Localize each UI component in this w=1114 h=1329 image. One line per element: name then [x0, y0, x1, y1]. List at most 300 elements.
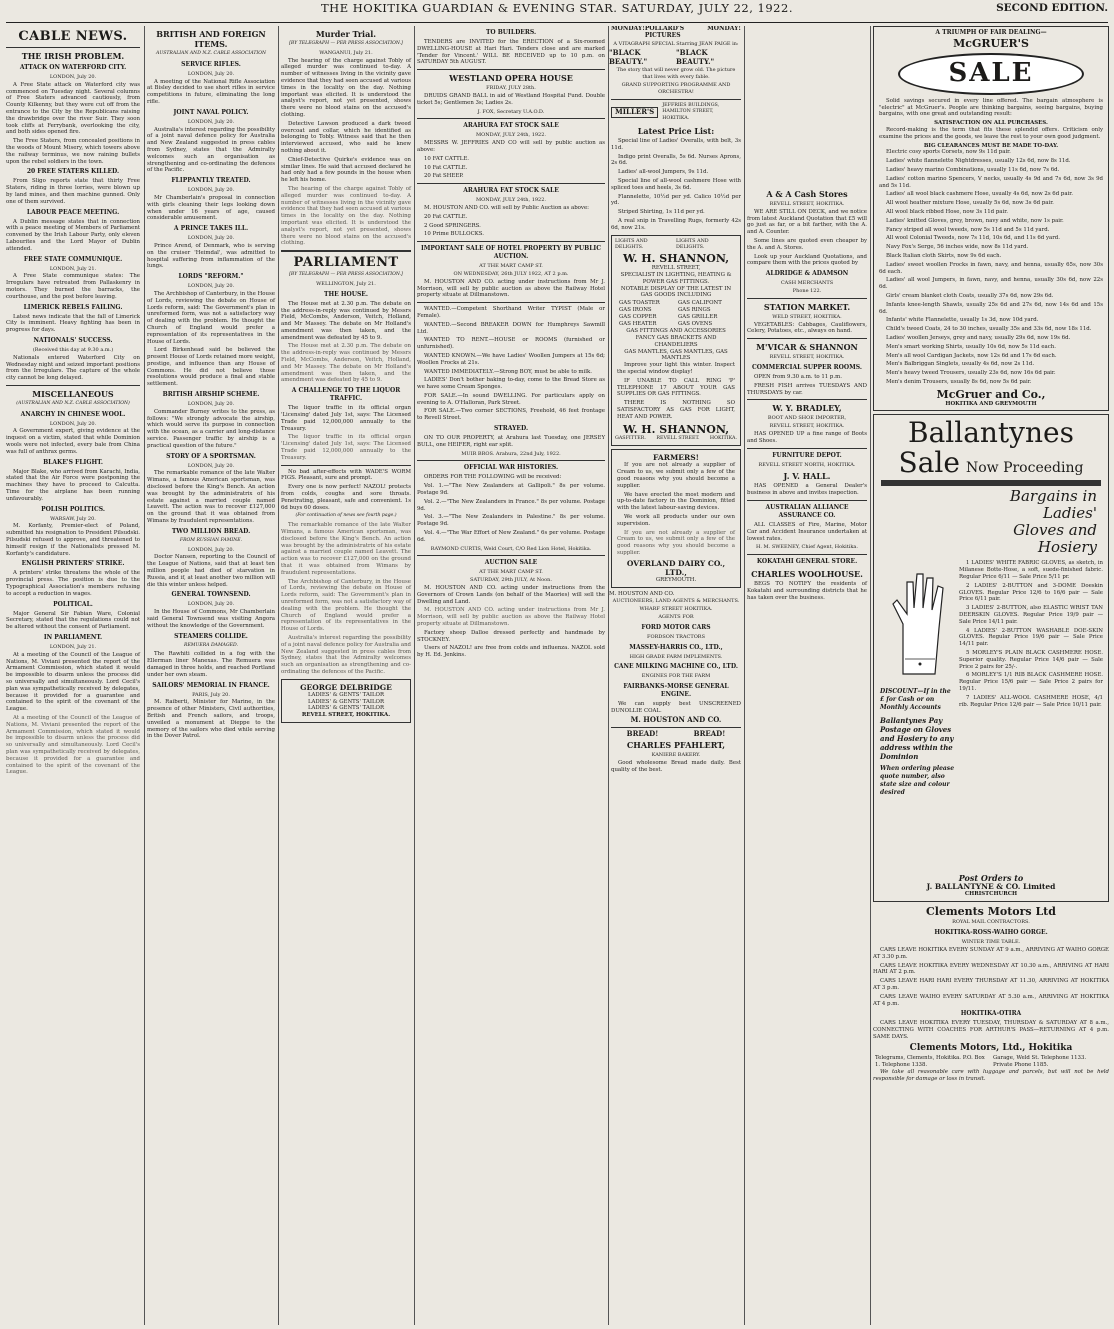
ballantyne-company: J. BALLANTYNE & CO. Limited: [926, 881, 1056, 891]
article-text: Prince Arend, of Denmark, who is serving on the cruiser 'Heimdal', was admitted to hospital suffering from inflammation of the lungs.: [147, 242, 275, 270]
article-heading: A PRINCE TAKES ILL.: [173, 225, 249, 233]
gas-item: GAS GRILLER: [678, 313, 718, 320]
hose-item: 7 LADIES' ALL-WOOL CASHMERE HOSE, 4/1 rib. Regular Price 12/6 pair — Sale Price 10/11 pair.: [959, 694, 1103, 708]
furniture-heading: FURNITURE DEPOT.: [772, 451, 842, 459]
masthead-title: THE HOKITIKA GUARDIAN & EVENING STAR. SATURDAY, JULY 22, 1922.: [321, 1, 793, 15]
article-text: Australia's interest regarding the possibility of a joint naval defence policy for Australia and New Zealand suggested in press cables from Sydney, states that the Admiralty welcomes such an organisation as strengthening and co-ordinating the defences of the Pacific.: [147, 126, 275, 174]
sale-item: Ladies' heavy marino Combinations, usually 11s 6d, now 7s 6d.: [886, 166, 1060, 173]
station-market-heading: STATION MARKET.: [763, 301, 851, 312]
article-text: The Archbishop of Canterbury, in the House of Lords, reviewing the debate on House of Lords reform, said: The Government's plan in unreformed form, was not a satisfactory way of dealing with the problem. He thought the Church of England would prefer a representation of its representatives in the House of Lords.: [147, 290, 275, 345]
article-heading: ENGLISH PRINTERS' STRIKE.: [21, 560, 125, 568]
article-text: Australia's interest regarding the possibility of a joint naval defence policy for Australia and New Zealand suggested in press cables from Sydney, states that the Admiralty welcomes such an organisation as strengthening and co-ordinating the defences of the Pacific.: [281, 634, 411, 675]
bradley-heading: W. Y. BRADLEY,: [772, 403, 842, 414]
sale-item: Electric cosy sports Corsets, now 9s 11d pair.: [886, 149, 1011, 156]
triumph-line: A TRIUMPH OF FAIR DEALING—: [935, 29, 1047, 36]
mcgruer-advert: [873, 26, 1109, 411]
bradley-address: REVELL STREET, HOKITIKA.: [769, 423, 845, 430]
glove-item: 2 LADIES' 2-BUTTON and 3-DOME Doeskin GLOVES. Regular Price 12/6 to 16/6 pair — Sale Price 6/11 pair.: [959, 582, 1103, 603]
dateline: (Received this day at 9.30 a.m.): [32, 346, 114, 353]
article-text: The Archbishop of Canterbury, in the House of Lords, reviewing the debate on House of Lords reform, said: The Government's plan in unreformed form, was not a satisfactory way of dealing with the problem. He thought the Church of England would prefer a representation of its representatives in the House of Lords.: [281, 578, 411, 633]
farmers-text: We have erected the most modern and up-to-date factory in the Dominion, fitted with the latest labour-saving devices.: [617, 491, 735, 512]
film-title: "BLACK BEAUTY.": [676, 48, 715, 67]
signature: RAYMOND CURTIS, Weld Court, C/O Red Lion Hotel, Hokitika.: [430, 545, 592, 552]
postage-note: Ballantynes Pay Postage on Gloves and Hosiery to any address within the Dominion: [880, 716, 954, 762]
mcgruer-text: Record-making is the term that fits these splendid offers. Criticism only examine the prices and the goods, we leave the rest to your own good judgment.: [879, 126, 1103, 140]
supper-rooms: COMMERCIAL SUPPER ROOMS.: [752, 363, 862, 371]
article-heading: LORDS "REFORM.": [178, 273, 244, 281]
dateline: MONDAY, JULY 24th, 1922.: [475, 132, 547, 139]
article-heading: JOINT NAVAL POLICY.: [173, 108, 249, 116]
sale-heading: ARAHURA FAT STOCK SALE: [463, 122, 559, 130]
fordson-label: FORDSON TRACTORS: [647, 633, 705, 640]
column-cable-news: [4, 26, 142, 1325]
article-heading: A CHALLENGE TO THE LIQUOR TRAFFIC.: [291, 387, 401, 403]
war-histories-heading: OFFICIAL WAR HISTORIES.: [463, 464, 559, 472]
ballantyne-advert: [873, 414, 1109, 902]
gas-item: GAS CALIFONT: [678, 300, 722, 307]
hall-text: HAS OPENED a General Dealer's business in above and invites inspection.: [747, 483, 867, 497]
column-pictures-shannon: [608, 26, 743, 1325]
article-heading: POLISH POLITICS.: [41, 505, 105, 513]
column-british-foreign: [144, 26, 277, 1325]
dateline: FRIDAY, JULY 28th.: [486, 85, 536, 92]
aa-text: Some lines are quoted even cheaper by the A. and A. Stores.: [747, 237, 867, 251]
article-heading: ANARCHY IN CHINESE WOOL.: [20, 410, 126, 418]
gas-goods-grid: [619, 300, 733, 327]
monday-label: MONDAY!: [707, 26, 741, 32]
article-heading: STEAMERS COLLIDE.: [174, 632, 248, 640]
article-subheading: FROM RUSSIAN FAMINE.: [179, 537, 243, 543]
wanted-ad: WANTED.—Competent Shorthand Writer TYPIST (Male or Female).: [417, 306, 605, 319]
woolhouse-text: BEGS TO NOTIFY the residents of Kokatahi and surrounding districts that he has taken over the business.: [747, 581, 867, 601]
hose-item: 5 MORLEY'S PLAIN BLACK CASHMERE HOSE. Superior quality. Regular Price 14/6 pair — Sale Price 2 pairs for 25/-.: [959, 650, 1103, 670]
sale-item: All wool Colonial Tweeds, now 7s 11d, 10s 6d, and 11s 6d yard.: [886, 235, 1060, 242]
article-text: The Free Staters, from concealed positions in the woods of Mount Misery, which towers above the railway terminus, we now raining bullets upon the rebel soldiers in the town.: [6, 138, 140, 165]
miscellaneous-heading: MISCELLANEOUS: [32, 388, 114, 399]
for-sale-ad: FOR SALE.—Two corner SECTIONS, Freehold, 46 feet frontage to Revell Street.: [417, 408, 605, 422]
aldridge-trade: CASH MERCHANTS: [780, 280, 834, 287]
farmers-advert: [611, 449, 741, 587]
aa-stores-heading: A & A Cash Stores: [766, 189, 848, 199]
gas-item: GAS MANTLES, GAS MANTLES, GAS MANTLES: [624, 348, 728, 362]
vitagraph-line: A VITAGRAPH SPECIAL Starring JEAN PAIGE in:: [613, 40, 739, 47]
article-text: At a meeting of the Council of the League of Nations, M. Viviani presented the report of the Armament Commission, which stated it would be impossible to disarm unless the process did so universally and simultaneously. Lord Cecil's plan was sympathetically received by delegates, because it provided for a guarantee and contained to the spirit of the covenant of the League.: [6, 651, 140, 713]
article-heading: SAILORS' MEMORIAL IN FRANCE.: [152, 681, 270, 689]
sale-item: Infants knee-length Shawls, usually 25s 6d and 27s 6d, now 14s 6d and 15s 6d.: [879, 301, 1103, 315]
advert-text: MESSRS W. JEFFRIES AND CO will sell by public auction as above:: [417, 140, 605, 153]
film-titles: [609, 48, 743, 66]
mvicar-address: REVELL STREET, HOKITIKA.: [769, 354, 845, 361]
houston-trade: AUCTIONEERS, LAND AGENTS & MERCHANTS.: [612, 598, 740, 605]
article-text: A printers' strike threatens the whole of the provincial press. The position is due to the Typographical Association's members refusing to accept a reduction in wages.: [6, 570, 140, 597]
kokatahi-heading: KOKATAHI GENERAL STORE.: [756, 558, 858, 566]
sale-item: Black Italian cloth Skirts, now 9s 6d each.: [886, 252, 1002, 259]
strayed-heading: STRAYED.: [493, 425, 529, 433]
timetable-row: CARS LEAVE HARI HARI EVERY THURSDAY AT 11.30, ARRIVING AT HOKITIKA AT 3 p.m.: [873, 978, 1109, 992]
sale-item: Men's smart working Shirts, usually 10s 6d, now 5s 11d each.: [886, 343, 1056, 350]
gas-item: GAS RINGS: [678, 306, 711, 313]
opera-house-heading: WESTLAND OPERA HOUSE: [449, 73, 573, 84]
glove-illustration-icon: [883, 564, 953, 684]
murder-trial-heading: Murder Trial.: [315, 29, 377, 39]
article-heading: POLITICAL.: [53, 600, 93, 608]
article-text: Lord Birkenhead said he believed the present House of Lords retained more weight, prestige, and influence than any House of Commons. He did not believe those resolutions would produce a final and stable settlement.: [147, 347, 275, 388]
glove-item: 3 LADIES' 2-BUTTON, also ELASTIC WRIST TAN DEERSKIN GLOVES. Regular Price 19/9 pair — Sale Price 14/11 pair.: [959, 605, 1103, 625]
advert-text: M. HOUSTON AND CO. will sell by Public Auction as above:: [424, 204, 589, 211]
sale-item: All wool heather mixture Hose, usually 5s 6d, now 3s 6d pair.: [886, 200, 1054, 207]
advert-text: TENDERS are INVITED for the ERECTION of a Six-roomed DWELLING-HOUSE at Hari Hari. Tenders close and are marked 'Tender for Vincent.' WILL BE RECEIVED up to 10 p.m. on SATURDAY 5th AUGUST.: [417, 39, 605, 66]
article-text: A meeting of the National Rifle Association at Bisley decided to use short rifles in service competitions in future, eliminating the long rifle.: [147, 78, 275, 105]
sale-item: Ladies' knitted Gloves, grey, brown, navy and white, now 1s pair.: [886, 217, 1064, 224]
article-heading: BLAKE'S FLIGHT.: [43, 458, 103, 466]
advert-text: Every one is now perfect! NAZOL! protects from colds, coughs and sore throats. Penetrating, pleasant, safe and convenient. 1s 6d buys 60 doses.: [281, 484, 411, 511]
list-item: 2 Good SPRINGERS.: [424, 222, 481, 229]
hosiery-line: Hosiery: [1037, 538, 1097, 557]
article-subheading: REMUERA DAMAGED.: [183, 642, 238, 648]
aldridge-name: ALDRIDGE & ADAMSON: [765, 270, 849, 278]
shannon-specialist: SPECIALIST IN LIGHTING, HEATING & POWER GAS FITTINGS.: [620, 271, 732, 285]
alliance-heading: AUSTRALIAN ALLIANCE ASSURANCE CO.: [765, 503, 849, 519]
timetable-row: CARS LEAVE HOKITIKA EVERY TUESDAY, THURSDAY & SATURDAY AT 8 a.m., CONNECTING WITH COACHES FOR ARTHUR'S PASS—RETURNING AT 4 p.m. SAME DAYS.: [873, 1020, 1109, 1041]
wanted-ad: WANTED TO RENT.—HOUSE or ROOMS (furnished or unfurnished).: [417, 337, 605, 351]
price-item: Special line of Ladies' Overalls, with belt, 3s 11d.: [611, 137, 741, 151]
bread-header: [609, 728, 743, 738]
houston-name: M. HOUSTON AND CO.: [630, 714, 722, 724]
timetable-row: CARS LEAVE HOKITIKA EVERY WEDNESDAY AT 10.30 a.m., ARRIVING AT HARI HARI AT 2 p.m.: [873, 962, 1109, 976]
article-heading: NATIONALS' SUCCESS.: [33, 336, 113, 344]
signature: J. FOX, Secretary U.A.O.D.: [477, 108, 545, 115]
mvicar-text: OPEN from 9.30 a.m. to 11 p.m.: [754, 373, 842, 380]
dateline: LONDON, July 20.: [187, 401, 235, 408]
ballantyne-city: CHRISTCHURCH: [964, 890, 1018, 897]
sale-item: Men's Balbriggan Singlets, usually 4s 6d, now 2s 11d.: [886, 361, 1035, 368]
houston-name: M. HOUSTON AND CO.: [609, 590, 675, 597]
list-item: 20 Fat SHEEP.: [424, 173, 464, 180]
gas-item: FANCY GAS BRACKETS AND CHANDELIERS: [635, 335, 717, 348]
sale-item: Men's all wool Cardigan Jackets, now 12s 6d and 17s 6d each.: [886, 352, 1057, 359]
telegrams: Telegrams, Clements, Hokitika. P.O. Box 1. Telephone 1338.: [875, 1054, 985, 1068]
article-text: Detective Lawson produced a dark tweed overcoat and collar, which he identified as belonging to Tobly. Witness said that he then interviewed accused, who said he knew nothing about it.: [281, 120, 411, 154]
hotel-sale-heading: IMPORTANT SALE OF HOTEL PROPERTY BY PUBLIC AUCTION.: [420, 245, 602, 261]
station-text: VEGETABLES: Cabbages, Cauliflowers, Celery, Potatoes, etc., always on hand.: [747, 321, 867, 335]
sale-item: Ladies' cotton marino Spencers, V necks, usually 4s 9d and 7s 6d, now 3s 9d and 5s 11d.: [879, 175, 1103, 189]
article-text: The hearing of the charge against Tobly of alleged murder was continued to-day. A number of witnesses living in the vicinity gave evidence that they had seen accused at various times in the locality on the day. Nothing important was elicited. It is understood the analyst's report, not yet presented, shows there were no blood stains on the accused's clothing.: [281, 57, 411, 118]
shannon-footer: [615, 436, 737, 443]
mcgruer-company: McGruer and Co.,: [936, 387, 1046, 401]
article-heading: FREE STATE COMMUNIQUE.: [23, 255, 123, 263]
list-item: 10 Prime BULLOCKS.: [424, 231, 484, 238]
advert-text: M. HOUSTON AND CO. acting under instructions from Mr J. Morrison, will sell by public auction as above the Railway Hotel property situate at Dillmanstown.: [417, 278, 605, 299]
luggage-note: We take all reasonable care with luggage and parcels, but will not be held responsible for damage or loss in transit.: [873, 1069, 1109, 1083]
post-orders: Post Orders to: [958, 872, 1024, 883]
millers-name: MILLER'S: [611, 107, 658, 118]
gas-item: GAS HEATER: [619, 320, 657, 327]
advert-text: M. HOUSTON AND CO. acting under instructions from the Governors of Crown Lands (on behalf of the Maories) will sell the Dwelling and Land.: [417, 585, 605, 605]
list-item: Vol. 2.—"The New Zealanders in France." 8s per volume. Postage 9d.: [417, 498, 605, 512]
article-heading: LIMERICK REBELS FAILING.: [23, 303, 123, 311]
ladies-line: Ladies': [1042, 504, 1097, 523]
article-heading: TWO MILLION BREAD.: [171, 527, 251, 535]
article-text: A Free State attack on Waterford city was commenced on Tuesday night. Several columns of Free Staters advanced cautiously, from County Kilkenny, but they were cut off from the entrance to the City by the Republicans raising the drawbridge over the river Suir. They soon took cliffs at Ferrybank, overlooking the city, and both sides opened fire.: [6, 81, 140, 136]
filler-text: At a meeting of the Council of the League of Nations, M. Viviani presented the report of the Armament Commission, which stated it would be impossible to disarm unless the process did so universally and simultaneously. Lord Cecil's plan was sympathetically received by delegates, because it provided for a guarantee and contained to the spirit of the covenant of the League.: [6, 714, 140, 776]
station-address: WELD STREET, HOKITIKA.: [772, 313, 842, 320]
alliance-text: ALL CLASSES of Fire, Marine, Motor Car and Accident Insurance undertaken at lowest rates.: [747, 521, 867, 542]
timetable-row: CARS LEAVE WAIHO EVERY SATURDAY AT 5.30 a.m., ARRIVING AT HOKITIKA AT 4 p.m.: [873, 993, 1109, 1007]
dateline: LONDON, July 21.: [49, 265, 97, 272]
glove-item: 4 LADIES' 2-BUTTON WASHABLE DOE-SKIN GLOVES. Regular Price 19/6 pair — Sale Price 14/11 pair.: [959, 627, 1103, 648]
article-heading: SERVICE RIFLES.: [181, 60, 241, 68]
agents-label: AGENTS FOR: [658, 614, 694, 620]
advert-text: Factory sheep Dalloe dressed perfectly and handmade by STOCKNEY.: [417, 629, 605, 643]
article-text: The liquor traffic in its official organ 'Licensing' dated July 1st, says: The Licensed Trade paid 12,000,000 annually to the Treasury.: [281, 405, 411, 432]
tailor-line: LADIES' & GENTS' TAILOR: [307, 698, 385, 705]
article-heading: LABOUR PEACE MEETING.: [26, 208, 120, 216]
dateline: LONDON, July 20.: [187, 546, 235, 553]
farmers-text: If you are not already a supplier of Cream to us, we submit only a few of the good reasons why you should become a supplier.: [617, 529, 735, 557]
price-item: A real snip in Travelling Rugs, formerly 42s 6d, now 21s.: [611, 217, 741, 231]
source-note: (AUSTRALIAN AND N.Z. CABLE ASSOCIATION): [16, 400, 130, 406]
sale-heading: ARAHURA FAT STOCK SALE: [463, 187, 559, 195]
sale-item: Girls' cream blanket cloth Coats, usually 37s 6d, now 29s 6d.: [886, 292, 1054, 299]
article-heading: THE HOUSE.: [324, 290, 368, 298]
sale-item: Ladies' all wool Jumpers, in fawn, navy, and henna, usually 30s 6d, now 22s 6d.: [879, 277, 1103, 291]
column-mcgruer-ballantyne: [870, 26, 1111, 1325]
film-note: The story that will never grow old. The picture that lives with every fable.: [616, 67, 736, 81]
article-text: From Sligo reports state that thirty Free Staters, riding in three lorries, were blown up by land mines, and then machine gunned. Only one of them survived.: [6, 178, 140, 205]
pollards-label: POLLARD'S PICTURES: [644, 26, 685, 39]
dateline: LONDON, July 20.: [187, 187, 235, 194]
article-text: M. Korfanty, Premier-elect of Poland, submitted his resignation to President Pilsudski. Pilsudski refused to approve, and threatened to himself resign if the Nationalists pressed M. Korfanty's candidature.: [6, 523, 140, 557]
ford-label: FORD MOTOR CARS: [641, 623, 711, 631]
houston-address: WHARF STREET HOKITIKA.: [639, 606, 713, 613]
shannon-trade: GASFITTER.: [615, 435, 646, 441]
dateline: LONDON, July 20.: [187, 70, 235, 77]
overland-name: OVERLAND DAIRY CO., LTD.,: [626, 558, 726, 577]
pfahlert-name: CHARLES PFAHLERT,: [626, 740, 726, 751]
list-item: 10 Fat CATTLE.: [424, 164, 468, 171]
advert-text: ON TO OUR PROPERTY, at Arahura last Tuesday, one JERSEY BULL, one HEIFER, right ear split.: [417, 435, 605, 448]
bread-text: Good wholesome Bread made daily. Best quality of the best.: [611, 760, 741, 773]
discount-note: DISCOUNT—If in the £ for Cash or on Monthly Accounts: [880, 688, 951, 712]
garage: Garage, Weld St. Telephone 1133. Private Phone 1185.: [993, 1054, 1087, 1068]
article-text: Nationals entered Waterford City on Wednesday night and seized important positions from the Irregulars. The capture of the whole city cannot be long delayed.: [6, 354, 140, 382]
irish-problem-heading: THE IRISH PROBLEM.: [21, 51, 125, 61]
article-text: The Rawhiti collided in a fog with the Ellerman liner Manexas. The Remuera was damaged in three holds, and reached Portland under her own steam.: [147, 651, 275, 678]
dateline: WARSAW, July 20.: [50, 515, 96, 522]
gas-item: GAS FITTINGS AND ACCESSORIES: [626, 328, 726, 335]
dateline: ON WEDNESDAY, 26th JULY 1922, AT 2 p.m.: [453, 270, 569, 277]
order-note: When ordering please quote number, also state size and colour desired: [880, 765, 955, 797]
source-note: AUSTRALIAN AND N.Z. CABLE ASSOCIATION: [156, 51, 266, 56]
wanted-ad: WANTED IMMEDIATELY.—Strong BOY, must be able to milk.: [424, 368, 592, 375]
source-note: [BY TELEGRAPH — PER PRESS ASSOCIATION.]: [289, 41, 403, 46]
article-text: The hearing of the charge against Tobly of alleged murder was continued to-day. A number of witnesses living in the vicinity gave evidence that they had seen accused at various times in the locality on the day. Nothing important was elicited. It is understood the analyst's report, not yet presented, shows there were no blood stains on the accused's clothing.: [281, 185, 411, 247]
monday-label: MONDAY!: [611, 26, 645, 32]
timetable-row: CARS LEAVE HOKITIKA EVERY SUNDAY AT 9 a.m., ARRIVING AT WAIHO GORGE AT 3.30 p.m.: [873, 947, 1109, 960]
sale-item: Navy Fox's Serge, 56 inches wide, now 8s 11d yard.: [886, 244, 1029, 251]
article-text: Mr Chamberlain's proposal in connection with girls cleaning their legs looking down when under 16 years of age, caused considerable amusement.: [147, 194, 275, 222]
list-item: Vol. 4.—"The War Effort of New Zealand." 6s per volume. Postage 6d.: [417, 530, 605, 543]
tailor-line: LADIES' & GENTS' TAILOR: [307, 691, 385, 698]
list-item: 10 FAT CATTLE.: [424, 155, 469, 162]
article-text: M. Raiberti, Minister for Marine, in the presence of other Ministers, Civil authorities, British and French sailors, and troops, unveiled a monument at Dieppe to the memory of the sailors who died while serving in the Dover Patrol.: [147, 699, 275, 740]
bread-label: BREAD!: [693, 728, 726, 738]
sale-item: Infants' white Flannelette, usually 1s 3d, now 10d yard.: [886, 317, 1039, 324]
bradley-trade: BOOT AND SHOE IMPORTER,: [767, 415, 847, 422]
aldridge-phone: Phone 122.: [792, 287, 822, 294]
article-text: Major Blake, who arrived from Karachi, India, stated that the Air Force were postponing the machines they have to proceed to Calcutta. Time for the airplane has been running unfavourably.: [6, 468, 140, 502]
article-heading: STORY OF A SPORTSMAN.: [166, 452, 256, 460]
gas-item: GAS COPPER: [619, 313, 657, 320]
price-item: Special line of all-wool cashmere Hose with spliced toes and heels, 3s 6d.: [611, 177, 741, 191]
article-text: Major General Sir Fabian Ware, Colonial Secretary, stated that the regulations could not be altered without the consent of Parliament.: [6, 610, 140, 631]
wanted-ad: LADIES' Don't bother baking to-day, come to the Bread Store as we have some Cream Sponges.: [417, 377, 605, 391]
wanted-ad: WANTED.—Second BREAKER DOWN for Humphreys Sawmill Ltd.: [417, 321, 605, 335]
article-text: The remarkable romance of the late Walter Wimans, a famous American sportsman, was disclosed before the King's Bench. An action was brought by the administratrix of his estate against a married couple named Leavett. The action was to recover £127,000 on the ground that it was obtained from Wimans by fraudulent representations.: [281, 522, 411, 576]
overland-town: GREYMOUTH.: [655, 576, 697, 583]
gloves-line: Gloves and: [1013, 521, 1097, 540]
auction-heading: AUCTION SALE: [484, 559, 538, 567]
location: AT THE MART CAMP ST.: [479, 263, 543, 270]
shannon-name: W. H. SHANNON,: [622, 422, 730, 436]
sale-item: Ladies' white flannelette Nightdresses, usually 12s 6d, now 8s 11d.: [886, 158, 1071, 165]
shannon-street: REVELL STREET,: [651, 265, 701, 272]
column-auctions: [414, 26, 607, 1325]
clearance-line: BIG CLEARANCES MUST BE MADE TO-DAY.: [923, 142, 1059, 149]
bargains-line: Bargains in: [1009, 487, 1097, 506]
aa-text: WE ARE STILL ON DECK, and we notice from latest Auckland Quotation that £5 will go just as far, or a bit farther, with the A. and A. Counter.: [747, 208, 867, 236]
source-note: [BY TELEGRAPH — PER PRESS ASSOCIATION.]: [289, 272, 403, 278]
delbridge-advert: [281, 679, 411, 723]
article-heading: ATTACK ON WATERFORD CITY.: [19, 64, 127, 71]
shannon-street: REVELL STREET.: [656, 435, 700, 441]
millers-address: JEFFRIES BUILDINGS, HAMILTON STREET, HOKITIKA.: [662, 102, 720, 122]
massey-sub: HIGH GRADE FARM IMPLEMENTS.: [629, 653, 723, 660]
advert-text: ORDERS FOR THE FOLLOWING will be received:: [424, 474, 562, 481]
price-item: Flannelette, 10½d per yd. Calico 10½d per yd.: [611, 193, 741, 207]
sale-item: Men's denim Trousers, usually 8s 6d, now 5s 6d pair.: [886, 378, 1032, 385]
now-proceeding: Now Proceeding: [965, 460, 1084, 477]
list-item: Vol. 1.—"The New Zealanders at Gallipoli." 8s per volume. Postage 9d.: [417, 483, 605, 497]
article-text: Latest news indicate that the fall of Limerick City is imminent. Heavy fighting has been in progress for days.: [6, 313, 140, 334]
price-item: Indigo print Overalls, 5s 6d. Nurses Aprons, 2s 6d.: [611, 153, 741, 167]
tailor-line: LADIES' & GENTS' TAILOR: [307, 705, 385, 712]
woolhouse-heading: CHARLES WOOLHOUSE.: [751, 569, 863, 580]
engines-label: ENGINES FOR THE FARM: [641, 673, 711, 680]
dateline: LONDON, July 20.: [187, 601, 235, 608]
aa-text: Look up your Auckland Quotations, and compare them with the prices quoted by: [747, 253, 867, 267]
article-text: Doctor Nansen, reporting to the Council of the League of Nations, said that at least ten million people had died of starvation in Russia, and if, at least another two million will die this winter unless helped.: [147, 554, 275, 588]
satisfaction-line: SATISFACTION ON ALL PURCHASES.: [934, 120, 1048, 127]
dateline: LONDON, July 20.: [187, 283, 235, 290]
royal-mail: ROYAL MAIL CONTRACTORS.: [952, 919, 1030, 926]
lights-label: LIGHTS AND DELIGHTS.: [676, 238, 709, 251]
shannon-advert: [611, 235, 741, 447]
sale-item: Men's heavy tweed Trousers, usually 23s 6d, now 16s 6d pair.: [886, 370, 1056, 377]
sale-item: Ladies' sweet woollen Frocks in fawn, navy, and henna, usually 65s, now 30s 6d each.: [879, 261, 1103, 275]
article-text: Commander Burney writes to the press, as follows: "We strongly advocate the airship, which would serve its purpose in connection with the ocean, as a carrier and long-distance service. Passenger traffic by airship is a practical question of the future.": [147, 408, 275, 449]
article-heading: FLIPPANTLY TREATED.: [171, 177, 251, 185]
bakery-name: KANIERE BAKERY.: [651, 752, 701, 759]
article-heading: BRITISH AIRSHIP SCHEME.: [162, 391, 260, 399]
advert-text: No bad after-effects with WADE'S WORM FIGS. Pleasant, sure and prompt.: [281, 468, 411, 482]
upper-space: [745, 26, 869, 186]
dateline: LONDON, July 20.: [187, 118, 235, 125]
wanted-ad: WANTED KNOWN.—We have Ladies' Woollen Jumpers at 15s 6d; Woollen Frocks at 21s.: [417, 352, 605, 366]
cable-news-heading: CABLE NEWS.: [18, 29, 128, 44]
masthead: [6, 2, 1108, 23]
massey-label: MASSEY-HARRIS CO., LTD.,: [629, 643, 723, 651]
ballantyne-title: Ballantynes: [908, 416, 1074, 450]
route-heading: HOKITIKA-ROSS-WAIHO GORGE.: [934, 929, 1048, 937]
bread-label: BREAD!: [626, 728, 659, 738]
advert-text: Users of NAZOL! are free from colds and influenza. NAZOL sold by H. Ed. Jenkins.: [417, 645, 605, 659]
article-text: The House met at 2.30 p.m. The debate on the address-in-reply was continued by Messrs Field, McCombs, Anderson, Veitch, Holland, and Mr Massey. The debate on Mr Holland's amendment was then taken, and the amendment was defeated by 45 to 9.: [281, 300, 411, 341]
column-stores: [744, 26, 869, 1325]
glove-item: 1 LADIES' WHITE FABRIC GLOVES, as sketch, in Milanese Botte-Hose, a soft, suede-finished fabric. Regular Price 6/11 — Sale Price 5/11 pr.: [959, 560, 1103, 581]
lights-label: LIGHTS AND DELIGHTS.: [615, 238, 648, 251]
article-text: Chief-Detective Quirke's evidence was on similar lines. He said that accused declared he had only had a few pounds in the house when he left his home.: [281, 156, 411, 184]
article-heading: GENERAL TOWNSEND.: [171, 591, 251, 599]
sale-item: All wool black ribbed Hose, now 3s 11d pair.: [886, 208, 1008, 215]
continuation-note: (For continuation of news see fourth page.): [295, 513, 397, 519]
shannon-text: Improve your light this winter. Inspect the special window display!: [617, 362, 735, 376]
pictures-header: [611, 26, 741, 40]
advert-text: DRUIDS GRAND BALL in aid of Westland Hospital Fund. Double ticket 5s; Gentlemen 3s; Ladies 2s.: [417, 92, 605, 106]
farmers-heading: FARMERS!: [653, 453, 699, 463]
signature: MUIR BROS. Arahura, 22nd July, 1922.: [461, 450, 561, 457]
mcgruer-locations: HOKITIKA AND GREYMOUTH: [945, 400, 1037, 407]
column-murder-trial: [278, 26, 413, 1325]
sale-item: Fancy striped all wool tweeds, now 5s 11d and 5s 11d yard.: [886, 226, 1050, 233]
sale-word: Sale: [898, 446, 960, 480]
dateline: LONDON, July 21.: [49, 644, 97, 651]
for-sale-ad: FOR SALE.—In sound DWELLING. For particulars apply on evening to A. O'Halloran, Park Street.: [417, 392, 605, 406]
fairbanks-label: FAIRBANKS-MORSE GENERAL ENGINE.: [623, 683, 729, 699]
delbridge-name: GEORGE DELBRIDGE: [300, 682, 392, 692]
dateline: MONDAY, JULY 24th, 1922.: [475, 197, 547, 204]
mcgruer-heading: McGRUER'S: [953, 36, 1029, 50]
article-heading: IN PARLIAMENT.: [43, 634, 103, 642]
shannon-text: THERE IS NOTHING SO SATISFACTORY AS GAS FOR LIGHT, HEAT AND POWER.: [617, 400, 735, 420]
parliament-heading: PARLIAMENT: [293, 255, 399, 271]
clements-footer: Clements Motors, Ltd., Hokitika: [909, 1042, 1073, 1053]
dateline: LONDON, July 20.: [49, 420, 97, 427]
shannon-name: W. H. SHANNON,: [622, 252, 730, 266]
article-text: The House met at 2.30 p.m. The debate on the address-in-reply was continued by Messrs Field, McCombs, Anderson, Veitch, Holland, and Mr Massey. The debate on Mr Holland's amendment was then taken, and the amendment was defeated by 45 to 9.: [281, 343, 411, 384]
farmers-text: We work all products under our own supervision.: [617, 514, 735, 527]
bradley-text: HAS OPENED UP a fine range of Boots and Shoes.: [747, 430, 867, 444]
aa-address: REVELL STREET, HOKITIKA.: [769, 201, 845, 207]
builders-heading: TO BUILDERS.: [485, 29, 537, 36]
list-item: 20 Fat CATTLE.: [424, 213, 468, 220]
dateline: LONDON, July 20.: [187, 235, 235, 242]
article-heading: 20 FREE STATERS KILLED.: [26, 168, 120, 176]
cane-label: CANE MILKING MACHINE CO., LTD.: [614, 663, 738, 671]
article-text: In the House of Commons, Mr Chamberlain said General Townsend was visiting Angora without the knowledge of the Government.: [147, 609, 275, 629]
shannon-text: IF UNABLE TO CALL RING 'P' TELEPHONE 17 ABOUT YOUR GAS SUPPLIES OR GAS FITTINGS.: [617, 377, 735, 398]
british-foreign-heading: BRITISH AND FOREIGN ITEMS.: [156, 29, 266, 49]
delbridge-address: REVELL STREET, HOKITIKA.: [301, 712, 391, 719]
farmers-text: If you are not already a supplier of Cream to us, we submit only a few of the good reasons why you should become a supplier.: [617, 462, 735, 489]
coal-text: We can supply best UNSCREENED DUNOLLIE COAL.: [611, 701, 741, 714]
shannon-display: NOTABLE DISPLAY OF THE LATEST IN GAS GOODS INCLUDING: [620, 285, 732, 299]
shannon-town: HOKITIKA.: [709, 435, 737, 441]
hall-heading: J. V. HALL.: [783, 471, 831, 482]
hose-item: 6 MORLEY'S 1/1 RIB BLACK CASHMERE HOSE. Regular Price 15/6 pair — Sale Price 2 pairs for 19/11.: [959, 672, 1103, 693]
dateline: WANGANUI, July 21.: [319, 49, 373, 56]
gas-item: GAS OVENS: [678, 320, 713, 327]
